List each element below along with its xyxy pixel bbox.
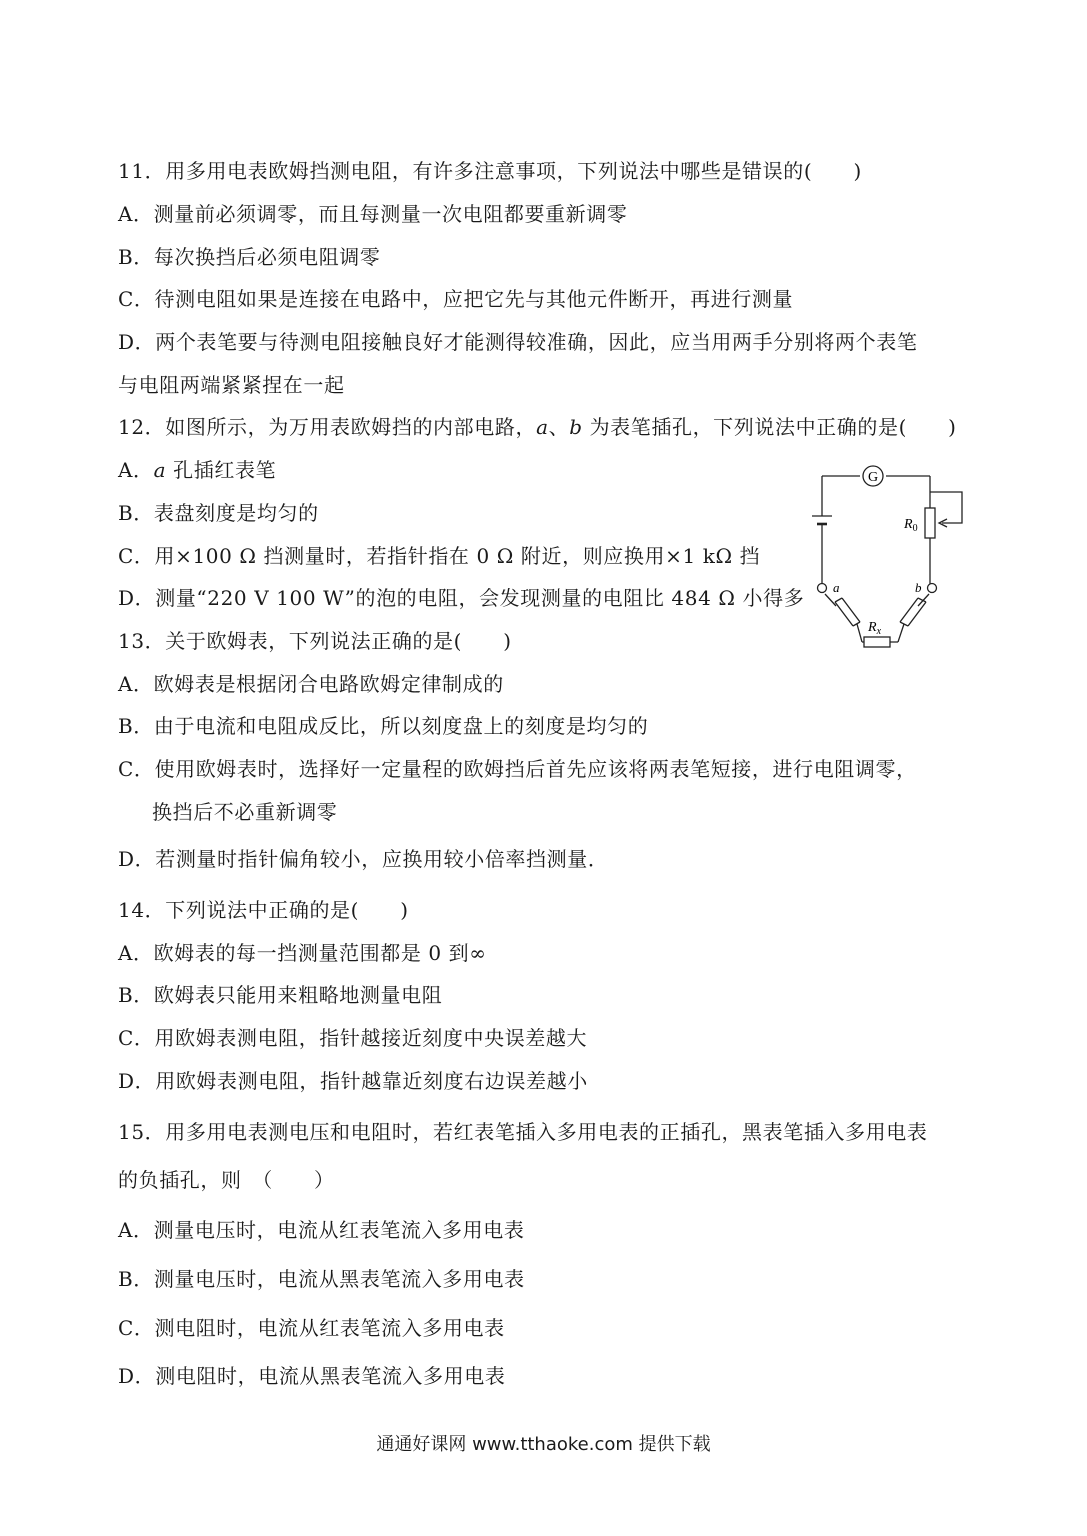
- q15-option-a: A．测量电压时，电流从红表笔流入多用电表: [118, 1218, 525, 1242]
- q11-option-b: B．每次换挡后必须电阻调零: [118, 245, 381, 269]
- q14-option-b: B．欧姆表只能用来粗略地测量电阻: [118, 983, 443, 1007]
- q15-option-c: C．测电阻时，电流从红表笔流入多用电表: [118, 1316, 505, 1340]
- q15-option-b: B．测量电压时，电流从黑表笔流入多用电表: [118, 1267, 525, 1291]
- q12-stem-pre: 12．如图所示，为万用表欧姆挡的内部电路，: [118, 415, 537, 439]
- q15-option-d: D．测电阻时，电流从黑表笔流入多用电表: [118, 1364, 506, 1388]
- q12-option-d: D．测量“220 V 100 W”的泡的电阻，会发现测量的电阻比 484 Ω 小得多: [118, 586, 805, 610]
- q13-option-c-line1: C．使用欧姆表时，选择好一定量程的欧姆挡后首先应该将两表笔短接，进行电阻调零，: [118, 757, 917, 781]
- q12-option-b: B．表盘刻度是均匀的: [118, 501, 319, 525]
- rx-letter: R: [868, 620, 877, 635]
- q11-option-c: C．待测电阻如果是连接在电路中，应把它先与其他元件断开，再进行测量: [118, 287, 794, 311]
- q13-option-c-line2: 换挡后不必重新调零: [152, 800, 338, 824]
- q12-option-a-pre: A．: [118, 458, 154, 482]
- ohmmeter-circuit-diagram: [800, 456, 980, 656]
- q13-option-a: A．欧姆表是根据闭合电路欧姆定律制成的: [118, 672, 504, 696]
- galvanometer-label: G: [867, 470, 879, 485]
- q13-stem: 13．关于欧姆表，下列说法正确的是( ): [118, 629, 512, 653]
- q12-stem: [118, 415, 957, 439]
- rx-label: [867, 620, 882, 637]
- r0-label: [903, 517, 918, 534]
- q12-option-a-var: a: [153, 458, 167, 482]
- r0-subscript: 0: [912, 523, 918, 534]
- q15-stem-line1: 15．用多用电表测电压和电阻时，若红表笔插入多用电表的正插孔，黑表笔插入多用电表: [118, 1120, 928, 1144]
- q12-option-a: [118, 458, 276, 482]
- q13-option-b: B．由于电流和电阻成反比，所以刻度盘上的刻度是均匀的: [118, 714, 649, 738]
- q12-option-c: C．用×100 Ω 挡测量时，若指针指在 0 Ω 附近，则应换用×1 kΩ 挡: [118, 544, 761, 568]
- q15-stem-line2: 的负插孔，则 （ ）: [118, 1168, 335, 1192]
- terminal-b-label: b: [915, 580, 922, 595]
- q14-stem: 14．下列说法中正确的是( ): [118, 898, 409, 922]
- rx-subscript: x: [876, 626, 882, 637]
- q11-option-d-line2: 与电阻两端紧紧捏在一起: [118, 373, 345, 397]
- terminal-a-label: a: [833, 580, 840, 595]
- q11-stem: 11．用多用电表欧姆挡测电阻，有许多注意事项，下列说法中哪些是错误的( ): [118, 159, 862, 183]
- q11-option-d-line1: D．两个表笔要与待测电阻接触良好才能测得较准确，因此，应当用两手分别将两个表笔: [118, 330, 918, 354]
- footer-source-note: 通通好课网 www.tthaoke.com 提供下载: [376, 1434, 711, 1455]
- r0-letter: R: [904, 517, 913, 532]
- q14-option-d: D．用欧姆表测电阻，指针越靠近刻度右边误差越小: [118, 1069, 588, 1093]
- q12-option-a-post: 孔插红表笔: [166, 458, 277, 482]
- q14-option-a: A．欧姆表的每一挡测量范围都是 0 到∞: [118, 941, 487, 965]
- q12-sep: 、: [548, 415, 570, 439]
- q12-stem-post: 为表笔插孔，下列说法中正确的是( ): [582, 415, 957, 439]
- q14-option-c: C．用欧姆表测电阻，指针越接近刻度中央误差越大: [118, 1026, 588, 1050]
- q13-option-d: D．若测量时指针偏角较小，应换用较小倍率挡测量．: [118, 847, 609, 871]
- q12-var-a: a: [536, 415, 549, 439]
- q12-var-b: b: [569, 415, 583, 439]
- q11-option-a: A．测量前必须调零，而且每测量一次电阻都要重新调零: [118, 202, 628, 226]
